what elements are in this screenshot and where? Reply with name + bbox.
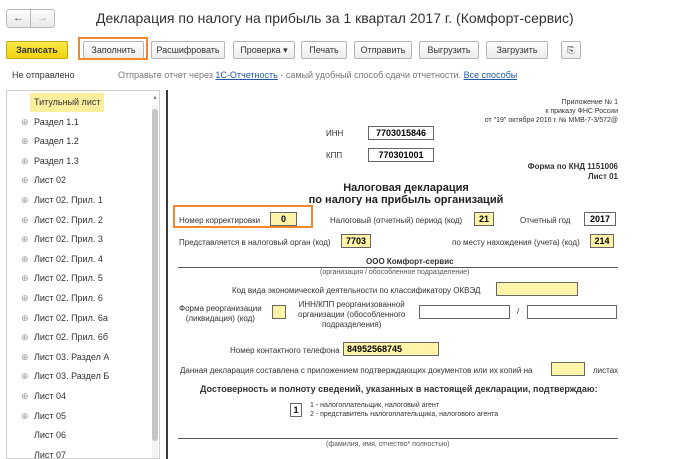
scrollbar-thumb[interactable] bbox=[152, 109, 158, 441]
sidebar-item[interactable] bbox=[7, 309, 153, 328]
org-name: ООО Комфорт-сервис bbox=[366, 257, 454, 266]
correction-field[interactable]: 0 bbox=[270, 212, 297, 226]
reorg-inn-field[interactable] bbox=[419, 305, 510, 319]
toolbar bbox=[0, 38, 680, 62]
location-field[interactable]: 214 bbox=[590, 234, 614, 248]
export-button[interactable]: Выгрузить bbox=[419, 41, 479, 59]
back-arrow-icon[interactable]: ← bbox=[6, 9, 31, 28]
all-methods-link[interactable]: Все способы bbox=[463, 70, 518, 80]
kpp-label: КПП bbox=[326, 151, 343, 160]
sidebar-item-label: Лист 02. Прил. 1 bbox=[34, 195, 103, 205]
forward-arrow-icon[interactable]: → bbox=[30, 9, 55, 28]
signer-option-2: 2 - представитель налогоплательщика, налогового агента bbox=[310, 411, 499, 418]
sidebar-item-label: Лист 04 bbox=[34, 391, 67, 401]
fio-caption: (фамилия, имя, отчество* полностью) bbox=[326, 441, 450, 448]
sidebar-item[interactable] bbox=[7, 328, 153, 347]
form-title-1: Налоговая декларация bbox=[343, 182, 469, 194]
sidebar-item[interactable] bbox=[7, 93, 153, 112]
window-title: Декларация по налогу на прибыль за 1 квартал 2017 г. (Комфорт-сервис) bbox=[96, 10, 574, 26]
inn-field[interactable]: 7703015846 bbox=[368, 126, 434, 140]
sheet-label: Лист 01 bbox=[587, 172, 618, 181]
appendix-line-1: Приложение № 1 bbox=[561, 99, 618, 106]
declaration-form bbox=[166, 90, 680, 459]
okved-label: Код вида экономической деятельности по классификатору ОКВЭД bbox=[232, 286, 481, 295]
save-button[interactable]: Записать bbox=[6, 41, 68, 59]
sidebar-item-label: Лист 02. Прил. 6б bbox=[34, 332, 108, 343]
sidebar-item[interactable] bbox=[7, 230, 153, 249]
authority-field[interactable]: 7703 bbox=[341, 234, 371, 248]
expand-plus-icon[interactable]: ⊕ bbox=[21, 214, 29, 225]
expand-plus-icon[interactable]: ⊕ bbox=[21, 234, 29, 245]
title-bar bbox=[0, 0, 680, 38]
expand-plus-icon[interactable]: ⊕ bbox=[21, 391, 29, 401]
hint-middle: - самый удобный способ сдачи отчетности. bbox=[277, 70, 464, 80]
sidebar-item[interactable] bbox=[7, 407, 153, 426]
sidebar-item[interactable] bbox=[7, 348, 153, 367]
sidebar-item-label: Лист 02 bbox=[34, 175, 67, 186]
sections-sidebar bbox=[6, 90, 160, 459]
send-button[interactable]: Отправить bbox=[354, 41, 412, 59]
appendix-line-3: от "19" октября 2016 г. № ММВ-7-3/572@ bbox=[484, 117, 618, 124]
check-dropdown-button[interactable] bbox=[233, 41, 295, 59]
signer-field[interactable]: 1 bbox=[290, 403, 302, 417]
sidebar-item[interactable] bbox=[7, 113, 153, 132]
status-row bbox=[0, 64, 680, 86]
sidebar-item[interactable] bbox=[7, 269, 153, 288]
reorg-inn-label-3: подразделения) bbox=[321, 320, 382, 329]
sidebar-item[interactable] bbox=[7, 171, 153, 190]
expand-plus-icon[interactable]: ⊕ bbox=[21, 332, 29, 343]
reorg-kpp-field[interactable] bbox=[527, 305, 617, 319]
kpp-field[interactable]: 770301001 bbox=[368, 148, 434, 162]
paperclip-icon[interactable]: ⎘ bbox=[561, 41, 581, 59]
expand-plus-icon[interactable]: ⊕ bbox=[21, 116, 29, 127]
sidebar-item[interactable] bbox=[7, 211, 153, 230]
expand-plus-icon[interactable]: ⊕ bbox=[21, 293, 29, 303]
sidebar-item-label: Лист 02. Прил. 4 bbox=[34, 253, 103, 264]
sidebar-item-label: Лист 05 bbox=[34, 410, 67, 421]
sidebar-item-label: Раздел 1.2 bbox=[34, 136, 79, 147]
expand-plus-icon[interactable]: ⊕ bbox=[21, 273, 29, 284]
sidebar-item[interactable] bbox=[7, 426, 153, 445]
sidebar-item-label: Лист 02. Прил. 6 bbox=[34, 293, 103, 303]
send-hint bbox=[118, 64, 517, 86]
period-label: Налоговый (отчетный) период (код) bbox=[330, 216, 463, 225]
reorg-inn-label-2: организации (обособленного bbox=[298, 310, 406, 319]
sidebar-item[interactable] bbox=[7, 250, 153, 269]
fill-button[interactable]: Заполнить bbox=[83, 41, 144, 59]
sidebar-item-label: Лист 03. Раздел А bbox=[34, 351, 110, 362]
period-field[interactable]: 21 bbox=[474, 212, 494, 226]
location-label: по месту нахождения (учета) (код) bbox=[452, 238, 580, 247]
expand-plus-icon[interactable]: ⊕ bbox=[21, 410, 29, 421]
year-label: Отчетный год bbox=[520, 216, 571, 225]
reorg-separator: / bbox=[517, 307, 520, 316]
sidebar-item[interactable] bbox=[7, 387, 153, 406]
chevron-down-icon: ▾ bbox=[283, 45, 288, 55]
expand-plus-icon[interactable]: ⊕ bbox=[21, 175, 29, 186]
form-left-border bbox=[166, 90, 168, 459]
reorg-inn-label bbox=[298, 300, 405, 330]
sidebar-item[interactable] bbox=[7, 367, 153, 386]
sidebar-item-label: Лист 02. Прил. 3 bbox=[34, 234, 103, 245]
reorg-form-label bbox=[179, 304, 262, 324]
expand-plus-icon[interactable]: ⊕ bbox=[21, 351, 29, 362]
authority-label: Представляется в налоговый орган (код) bbox=[179, 238, 331, 247]
sidebar-item-label: Лист 07 bbox=[34, 449, 67, 459]
expand-plus-icon[interactable]: ⊕ bbox=[21, 253, 29, 264]
pages-field[interactable] bbox=[551, 362, 585, 376]
sidebar-item-label: Лист 02. Прил. 5 bbox=[34, 273, 103, 284]
import-button[interactable]: Загрузить bbox=[486, 41, 548, 59]
org-line bbox=[178, 267, 618, 268]
reorg-inn-label-1: ИНН/КПП реорганизованной bbox=[298, 300, 405, 309]
org-caption: (организация / обособленное подразделение) bbox=[320, 269, 470, 276]
correction-label: Номер корректировки bbox=[179, 216, 261, 225]
okved-field[interactable] bbox=[496, 282, 578, 296]
decode-button[interactable]: Расшифровать bbox=[151, 41, 225, 59]
appendix-header bbox=[485, 98, 618, 125]
reorg-form-label-2: (ликвидация) (код) bbox=[185, 314, 255, 323]
sidebar-item-label: Раздел 1.3 bbox=[34, 155, 79, 166]
reorg-form-label-1: Форма реорганизации bbox=[179, 304, 262, 313]
check-button-label: Проверка bbox=[240, 45, 281, 55]
expand-plus-icon[interactable]: ⊕ bbox=[21, 136, 29, 147]
sidebar-item-label: Лист 03. Раздел Б bbox=[34, 371, 110, 382]
signer-option-1: 1 - налогоплательщик, налоговый агент bbox=[310, 402, 439, 409]
expand-plus-icon[interactable]: ⊕ bbox=[21, 195, 29, 205]
scroll-up-icon[interactable]: ▲ bbox=[152, 95, 158, 101]
sidebar-item-label: Лист 02. Прил. 2 bbox=[34, 214, 103, 225]
print-button[interactable]: Печать bbox=[301, 41, 347, 59]
pages-suffix: листах bbox=[593, 366, 619, 375]
hint-prefix: Отправьте отчет через bbox=[118, 70, 216, 80]
expand-plus-icon[interactable]: ⊕ bbox=[21, 371, 29, 382]
reorg-form-field[interactable] bbox=[272, 305, 286, 319]
expand-plus-icon[interactable]: ⊕ bbox=[21, 155, 29, 166]
sidebar-item[interactable] bbox=[7, 152, 153, 171]
sidebar-item[interactable] bbox=[7, 132, 153, 151]
expand-plus-icon[interactable]: ⊕ bbox=[21, 312, 29, 323]
phone-label: Номер контактного телефона bbox=[230, 346, 340, 355]
1c-reporting-link[interactable]: 1С-Отчетность bbox=[215, 70, 278, 80]
sidebar-item-label: Лист 02. Прил. 6а bbox=[34, 312, 108, 323]
sidebar-item-label: Лист 06 bbox=[34, 430, 67, 441]
status-text: Не отправлено bbox=[12, 70, 75, 80]
sidebar-item-label: Раздел 1.1 bbox=[34, 116, 79, 127]
pages-label: Данная декларация составлена с приложением подтверждающих документов или их копий на bbox=[180, 366, 533, 375]
appendix-line-2: к приказу ФНС России bbox=[545, 108, 618, 115]
sidebar-item[interactable] bbox=[7, 446, 153, 459]
confirm-title: Достоверность и полноту сведений, указанных в настоящей декларации, подтверждаю: bbox=[200, 384, 598, 394]
form-title-2: по налогу на прибыль организаций bbox=[308, 194, 504, 206]
year-field[interactable]: 2017 bbox=[584, 212, 616, 226]
inn-label: ИНН bbox=[326, 129, 344, 138]
form-knd: Форма по КНД 1151006 bbox=[527, 162, 618, 171]
sidebar-item-label: Титульный лист bbox=[30, 93, 104, 112]
fio-line bbox=[178, 438, 618, 439]
sidebar-item[interactable] bbox=[7, 191, 153, 210]
sidebar-item[interactable] bbox=[7, 289, 153, 308]
phone-field[interactable]: 84952568745 bbox=[343, 342, 439, 356]
